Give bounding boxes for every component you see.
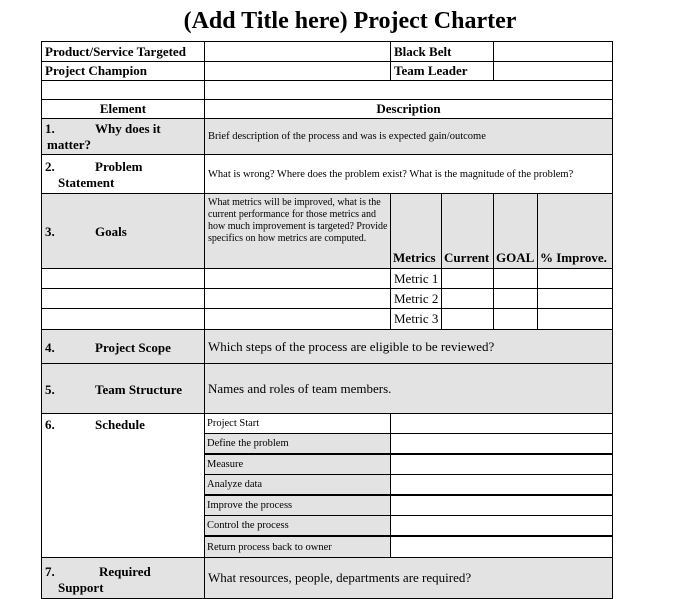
metric-row-desc [204,288,391,309]
metric-1-label: Metric 1 [390,268,442,289]
element-label: Project Scope [95,340,171,355]
metric-2-current[interactable] [441,288,494,309]
team-description[interactable]: Names and roles of team members. [204,363,613,414]
why-description[interactable]: Brief description of the process and was is expected gain/outcome [204,118,613,155]
element-team-structure [41,363,205,414]
metric-row-left [41,288,205,309]
row-number: 5. [45,382,55,397]
page-title: (Add Title here) Project Charter [183,8,517,34]
row-number: 1. [45,121,55,136]
element-label-line2: matter? [47,137,92,152]
element-why-it-matters [41,118,205,155]
team-leader-label: Team Leader [390,61,494,81]
metric-3-improve[interactable] [537,308,613,330]
element-label: Team Structure [95,382,183,397]
element-label-line2: Statement [58,175,115,190]
problem-description[interactable]: What is wrong? Where does the problem exist? What is the magnitude of the problem? [204,154,613,194]
element-label: Schedule [95,417,145,432]
element-label: Goals [95,224,127,239]
goals-header-goal: GOAL [493,193,538,269]
element-label-line1: Required [99,564,151,579]
metric-row-desc [204,268,391,289]
schedule-date-define[interactable] [390,433,613,454]
black-belt-label: Black Belt [390,41,494,62]
spacer-right [204,80,613,100]
goals-header-improve: % Improve. [537,193,613,269]
element-label-line1: Problem [95,159,143,174]
schedule-item-measure: Measure [204,454,391,475]
metric-1-goal[interactable] [493,268,538,289]
schedule-date-control[interactable] [390,515,613,536]
project-champion-field[interactable] [204,61,391,81]
element-project-scope [41,329,205,364]
product-service-label: Product/Service Targeted [41,41,205,62]
element-schedule [41,413,205,558]
scope-description[interactable]: Which steps of the process are eligible to be reviewed? [204,329,613,364]
row-number: 2. [45,159,55,174]
row-number: 4. [45,340,55,355]
metric-row-left [41,308,205,330]
metric-2-goal[interactable] [493,288,538,309]
metric-2-label: Metric 2 [390,288,442,309]
goals-header-current: Current [441,193,494,269]
element-problem-statement [41,154,205,194]
schedule-item-improve: Improve the process [204,495,391,516]
description-column-header: Description [204,99,613,119]
element-column-header: Element [41,99,205,119]
element-label-line1: Why does it [95,121,161,136]
black-belt-field[interactable] [493,41,613,62]
metric-1-improve[interactable] [537,268,613,289]
schedule-item-define: Define the problem [204,433,391,454]
goals-description[interactable]: What metrics will be improved, what is the current performance for those metrics and how much improvement is targeted? Provide specifics on how metrics are computed. [204,193,391,269]
schedule-date-improve[interactable] [390,495,613,516]
goals-header-metrics: Metrics [390,193,442,269]
product-service-field[interactable] [204,41,391,62]
schedule-date-project-start[interactable] [390,413,613,434]
support-description[interactable]: What resources, people, departments are required? [204,557,613,599]
schedule-date-return[interactable] [390,536,613,558]
element-goals [41,193,205,269]
schedule-item-return: Return process back to owner [204,536,391,558]
row-number: 6. [45,417,55,432]
project-champion-label: Project Champion [41,61,205,81]
metric-2-improve[interactable] [537,288,613,309]
metric-row-left [41,268,205,289]
team-leader-field[interactable] [493,61,613,81]
element-label-line2: Support [58,580,104,595]
spacer-left [41,80,205,100]
schedule-date-analyze[interactable] [390,474,613,495]
metric-3-goal[interactable] [493,308,538,330]
metric-row-desc [204,308,391,330]
metric-1-current[interactable] [441,268,494,289]
schedule-item-analyze: Analyze data [204,474,391,495]
schedule-item-control: Control the process [204,515,391,536]
row-number: 3. [45,224,55,239]
metric-3-label: Metric 3 [390,308,442,330]
schedule-item-project-start: Project Start [204,413,391,434]
metric-3-current[interactable] [441,308,494,330]
element-required-support [41,557,205,599]
row-number: 7. [45,564,55,579]
schedule-date-measure[interactable] [390,454,613,475]
